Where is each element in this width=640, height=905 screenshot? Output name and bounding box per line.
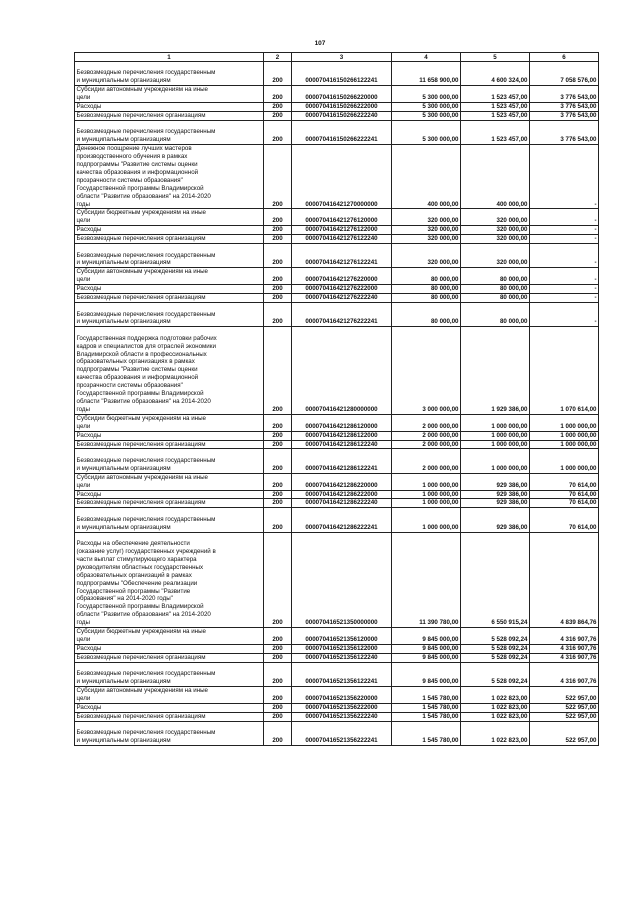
- row-remaining-amount: 3 776 543,00: [530, 120, 599, 144]
- row-executed-amount: 1 022 823,00: [461, 712, 530, 721]
- row-budget-code: 000070416421286120000: [292, 414, 392, 431]
- row-budget-code: 000070416421270000000: [292, 145, 392, 209]
- row-executed-amount: 929 386,00: [461, 508, 530, 532]
- row-remaining-amount: 4 316 907,76: [530, 628, 599, 645]
- row-approved-amount: 1 000 000,00: [392, 490, 461, 499]
- row-budget-code: 000070416421286222000: [292, 490, 392, 499]
- row-approved-amount: 2 000 000,00: [392, 431, 461, 440]
- row-remaining-amount: 7 058 576,00: [530, 62, 599, 86]
- row-executed-amount: 5 528 092,24: [461, 662, 530, 686]
- row-remaining-amount: -: [530, 285, 599, 294]
- row-code: 200: [264, 473, 292, 490]
- row-budget-code: 000070416150266122241: [292, 62, 392, 86]
- row-code: 200: [264, 449, 292, 473]
- row-description: Субсидии автономным учреждениям на иные цели: [75, 268, 264, 285]
- row-executed-amount: 320 000,00: [461, 209, 530, 226]
- row-approved-amount: 1 545 780,00: [392, 721, 461, 745]
- row-approved-amount: 320 000,00: [392, 244, 461, 268]
- row-description: Расходы: [75, 703, 264, 712]
- row-budget-code: 000070416421276222241: [292, 303, 392, 327]
- row-budget-code: 000070416421286220000: [292, 473, 392, 490]
- column-header-1: 1: [75, 53, 264, 62]
- row-remaining-amount: 3 776 543,00: [530, 86, 599, 103]
- row-budget-code: 000070416521350000000: [292, 532, 392, 627]
- row-description: Субсидии бюджетным учреждениям на иные цели: [75, 209, 264, 226]
- row-description: Субсидии автономным учреждениям на иные цели: [75, 473, 264, 490]
- row-approved-amount: 2 000 000,00: [392, 449, 461, 473]
- row-budget-code: 000070416421280000000: [292, 327, 392, 415]
- row-executed-amount: 1 523 457,00: [461, 112, 530, 121]
- row-executed-amount: 80 000,00: [461, 303, 530, 327]
- row-executed-amount: 320 000,00: [461, 235, 530, 244]
- column-header-2: 2: [264, 53, 292, 62]
- row-remaining-amount: 4 316 907,76: [530, 662, 599, 686]
- row-remaining-amount: 522 957,00: [530, 703, 599, 712]
- budget-table: [74, 52, 599, 746]
- row-code: 200: [264, 103, 292, 112]
- row-remaining-amount: 3 776 543,00: [530, 103, 599, 112]
- row-executed-amount: 6 550 915,24: [461, 532, 530, 627]
- column-header-3: 3: [292, 53, 392, 62]
- table-row: [75, 86, 599, 103]
- row-remaining-amount: 4 839 864,76: [530, 532, 599, 627]
- row-remaining-amount: -: [530, 235, 599, 244]
- table-row: [75, 62, 599, 86]
- row-code: 200: [264, 244, 292, 268]
- row-remaining-amount: 522 957,00: [530, 721, 599, 745]
- row-executed-amount: 929 386,00: [461, 490, 530, 499]
- row-approved-amount: 1 000 000,00: [392, 508, 461, 532]
- table-row: [75, 440, 599, 449]
- row-approved-amount: 400 000,00: [392, 145, 461, 209]
- row-remaining-amount: 1 000 000,00: [530, 449, 599, 473]
- row-code: 200: [264, 662, 292, 686]
- row-code: 200: [264, 62, 292, 86]
- table-row: [75, 103, 599, 112]
- row-code: 200: [264, 327, 292, 415]
- row-executed-amount: 929 386,00: [461, 499, 530, 508]
- row-description: Субсидии автономным учреждениям на иные цели: [75, 686, 264, 703]
- row-budget-code: 000070416421276220000: [292, 268, 392, 285]
- row-approved-amount: 5 300 000,00: [392, 86, 461, 103]
- row-budget-code: 000070416421286222241: [292, 508, 392, 532]
- row-budget-code: 000070416150266222000: [292, 103, 392, 112]
- row-approved-amount: 2 000 000,00: [392, 440, 461, 449]
- row-code: 200: [264, 120, 292, 144]
- row-budget-code: 000070416521356122000: [292, 644, 392, 653]
- row-code: 200: [264, 431, 292, 440]
- row-description: Расходы: [75, 431, 264, 440]
- row-code: 200: [264, 303, 292, 327]
- row-budget-code: 000070416521356222000: [292, 703, 392, 712]
- table-row: [75, 209, 599, 226]
- row-budget-code: 000070416421286222240: [292, 499, 392, 508]
- row-executed-amount: 400 000,00: [461, 145, 530, 209]
- row-code: 200: [264, 226, 292, 235]
- row-approved-amount: 1 000 000,00: [392, 499, 461, 508]
- row-description: Безвозмездные перечисления организациям: [75, 653, 264, 662]
- row-approved-amount: 1 000 000,00: [392, 473, 461, 490]
- table-row: [75, 449, 599, 473]
- row-code: 200: [264, 703, 292, 712]
- table-row: [75, 414, 599, 431]
- row-approved-amount: 1 545 780,00: [392, 703, 461, 712]
- row-approved-amount: 2 000 000,00: [392, 414, 461, 431]
- row-description: Расходы: [75, 103, 264, 112]
- row-executed-amount: 80 000,00: [461, 285, 530, 294]
- row-budget-code: 000070416421276222000: [292, 285, 392, 294]
- row-approved-amount: 80 000,00: [392, 294, 461, 303]
- row-remaining-amount: 1 000 000,00: [530, 440, 599, 449]
- table-row: [75, 499, 599, 508]
- table-row: [75, 244, 599, 268]
- row-budget-code: 000070416421276122000: [292, 226, 392, 235]
- row-executed-amount: 80 000,00: [461, 294, 530, 303]
- table-row: [75, 490, 599, 499]
- table-row: [75, 431, 599, 440]
- table-row: [75, 532, 599, 627]
- row-code: 200: [264, 86, 292, 103]
- row-executed-amount: 1 523 457,00: [461, 86, 530, 103]
- row-executed-amount: 1 929 386,00: [461, 327, 530, 415]
- table-row: [75, 268, 599, 285]
- table-row: [75, 662, 599, 686]
- header-row: [75, 53, 599, 62]
- table-row: [75, 686, 599, 703]
- row-code: 200: [264, 440, 292, 449]
- row-code: 200: [264, 712, 292, 721]
- row-approved-amount: 5 300 000,00: [392, 112, 461, 121]
- row-executed-amount: 1 022 823,00: [461, 703, 530, 712]
- row-code: 200: [264, 490, 292, 499]
- row-budget-code: 000070416421286122000: [292, 431, 392, 440]
- row-approved-amount: 320 000,00: [392, 226, 461, 235]
- row-approved-amount: 80 000,00: [392, 268, 461, 285]
- table-row: [75, 235, 599, 244]
- row-description: Безвозмездные перечисления организациям: [75, 294, 264, 303]
- row-approved-amount: 11 390 780,00: [392, 532, 461, 627]
- row-code: 200: [264, 285, 292, 294]
- row-budget-code: 000070416421286122241: [292, 449, 392, 473]
- row-description: Субсидии бюджетным учреждениям на иные цели: [75, 628, 264, 645]
- row-executed-amount: 929 386,00: [461, 473, 530, 490]
- row-remaining-amount: -: [530, 145, 599, 209]
- row-description: Расходы: [75, 285, 264, 294]
- row-budget-code: 000070416521356120000: [292, 628, 392, 645]
- row-code: 200: [264, 112, 292, 121]
- row-executed-amount: 5 528 092,24: [461, 653, 530, 662]
- row-remaining-amount: 3 776 543,00: [530, 112, 599, 121]
- row-description: Безвозмездные перечисления государственным и муниципальным организациям: [75, 721, 264, 745]
- table-row: [75, 112, 599, 121]
- row-description: Расходы: [75, 226, 264, 235]
- row-remaining-amount: -: [530, 294, 599, 303]
- row-budget-code: 000070416421286122240: [292, 440, 392, 449]
- row-budget-code: 000070416521356222240: [292, 712, 392, 721]
- row-approved-amount: 320 000,00: [392, 209, 461, 226]
- row-description: Безвозмездные перечисления государственным и муниципальным организациям: [75, 62, 264, 86]
- row-code: 200: [264, 145, 292, 209]
- row-code: 200: [264, 628, 292, 645]
- row-description: Безвозмездные перечисления организациям: [75, 499, 264, 508]
- row-approved-amount: 5 300 000,00: [392, 120, 461, 144]
- column-header-5: 5: [461, 53, 530, 62]
- row-code: 200: [264, 653, 292, 662]
- row-code: 200: [264, 532, 292, 627]
- row-description: Безвозмездные перечисления организациям: [75, 112, 264, 121]
- table-row: [75, 285, 599, 294]
- table-row: [75, 303, 599, 327]
- row-executed-amount: 1 000 000,00: [461, 431, 530, 440]
- table-row: [75, 653, 599, 662]
- row-remaining-amount: 4 316 907,76: [530, 644, 599, 653]
- row-code: 200: [264, 294, 292, 303]
- table-row: [75, 703, 599, 712]
- row-code: 200: [264, 268, 292, 285]
- row-code: 200: [264, 644, 292, 653]
- row-description: Безвозмездные перечисления государственным и муниципальным организациям: [75, 508, 264, 532]
- column-header-6: 6: [530, 53, 599, 62]
- table-row: [75, 145, 599, 209]
- row-description: Субсидии бюджетным учреждениям на иные цели: [75, 414, 264, 431]
- row-description: Расходы: [75, 644, 264, 653]
- row-executed-amount: 1 000 000,00: [461, 414, 530, 431]
- row-code: 200: [264, 508, 292, 532]
- table-row: [75, 644, 599, 653]
- row-executed-amount: 1 022 823,00: [461, 686, 530, 703]
- row-executed-amount: 320 000,00: [461, 226, 530, 235]
- row-description: Расходы на обеспечение деятельности (оказание услуг) государственных учреждений в части выплат стимулирующего характера руководителям областных государственных образовательных организаций в рамках подпрограммы "Обеспечение реализации Государственной программы "Развитие образования" на 2014-2020 годы" Государственной программы Владимирской области "Развитие образования" на 2014-2020 годы: [75, 532, 264, 627]
- row-approved-amount: 80 000,00: [392, 303, 461, 327]
- row-approved-amount: 80 000,00: [392, 285, 461, 294]
- row-remaining-amount: -: [530, 303, 599, 327]
- row-description: Государственная поддержка подготовки рабочих кадров и специалистов для отраслей экономики Владимирской области в профессиональных образовательных организациях в рамках подпрограммы "Развитие системы оценки качества образования и информационной прозрачности системы образования" Государственной программы Владимирской области "Развитие образования" на 2014-2020 годы: [75, 327, 264, 415]
- row-description: Безвозмездные перечисления государственным и муниципальным организациям: [75, 449, 264, 473]
- row-budget-code: 000070416521356220000: [292, 686, 392, 703]
- row-description: Безвозмездные перечисления организациям: [75, 440, 264, 449]
- row-executed-amount: 1 523 457,00: [461, 120, 530, 144]
- row-remaining-amount: 1 000 000,00: [530, 431, 599, 440]
- row-code: 200: [264, 209, 292, 226]
- row-description: Расходы: [75, 490, 264, 499]
- row-budget-code: 000070416150266220000: [292, 86, 392, 103]
- row-code: 200: [264, 686, 292, 703]
- row-executed-amount: 1 022 823,00: [461, 721, 530, 745]
- row-remaining-amount: 522 957,00: [530, 712, 599, 721]
- row-budget-code: 000070416421276120000: [292, 209, 392, 226]
- row-code: 200: [264, 499, 292, 508]
- row-description: Безвозмездные перечисления организациям: [75, 712, 264, 721]
- row-executed-amount: 5 528 092,24: [461, 644, 530, 653]
- row-approved-amount: 11 658 900,00: [392, 62, 461, 86]
- row-executed-amount: 5 528 092,24: [461, 628, 530, 645]
- row-executed-amount: 80 000,00: [461, 268, 530, 285]
- row-remaining-amount: -: [530, 226, 599, 235]
- table-row: [75, 226, 599, 235]
- row-approved-amount: 5 300 000,00: [392, 103, 461, 112]
- row-description: Субсидии автономным учреждениям на иные цели: [75, 86, 264, 103]
- row-remaining-amount: 4 316 907,76: [530, 653, 599, 662]
- table-row: [75, 508, 599, 532]
- row-budget-code: 000070416421276222240: [292, 294, 392, 303]
- row-approved-amount: 9 845 000,00: [392, 628, 461, 645]
- row-remaining-amount: 70 614,00: [530, 490, 599, 499]
- table-row: [75, 721, 599, 745]
- row-description: Безвозмездные перечисления государственным и муниципальным организациям: [75, 244, 264, 268]
- row-budget-code: 000070416150266222241: [292, 120, 392, 144]
- column-header-4: 4: [392, 53, 461, 62]
- table-row: [75, 120, 599, 144]
- table-row: [75, 628, 599, 645]
- row-remaining-amount: -: [530, 209, 599, 226]
- row-budget-code: 000070416521356122240: [292, 653, 392, 662]
- row-approved-amount: 320 000,00: [392, 235, 461, 244]
- row-remaining-amount: 1 070 614,00: [530, 327, 599, 415]
- row-code: 200: [264, 414, 292, 431]
- row-description: Денежное поощрение лучших мастеров производственного обучения в рамках подпрограммы "Развитие системы оценки качества образования и информационной прозрачности системы образования" Государственной программы Владимирской области "Развитие образования" на 2014-2020 годы: [75, 145, 264, 209]
- row-budget-code: 000070416421276122241: [292, 244, 392, 268]
- row-code: 200: [264, 721, 292, 745]
- row-budget-code: 000070416521356122241: [292, 662, 392, 686]
- row-executed-amount: 1 523 457,00: [461, 103, 530, 112]
- table-row: [75, 473, 599, 490]
- row-approved-amount: 3 000 000,00: [392, 327, 461, 415]
- row-remaining-amount: -: [530, 244, 599, 268]
- row-description: Безвозмездные перечисления организациям: [75, 235, 264, 244]
- row-remaining-amount: 70 614,00: [530, 508, 599, 532]
- row-executed-amount: 1 000 000,00: [461, 449, 530, 473]
- table-body: [75, 62, 599, 746]
- row-executed-amount: 4 600 324,00: [461, 62, 530, 86]
- row-remaining-amount: -: [530, 268, 599, 285]
- row-budget-code: 000070416521356222241: [292, 721, 392, 745]
- table-row: [75, 294, 599, 303]
- row-description: Безвозмездные перечисления государственным и муниципальным организациям: [75, 662, 264, 686]
- row-description: Безвозмездные перечисления государственным и муниципальным организациям: [75, 120, 264, 144]
- row-approved-amount: 9 845 000,00: [392, 653, 461, 662]
- row-remaining-amount: 70 614,00: [530, 473, 599, 490]
- row-executed-amount: 320 000,00: [461, 244, 530, 268]
- row-description: Безвозмездные перечисления государственным и муниципальным организациям: [75, 303, 264, 327]
- row-budget-code: 000070416150266222240: [292, 112, 392, 121]
- row-executed-amount: 1 000 000,00: [461, 440, 530, 449]
- row-budget-code: 000070416421276122240: [292, 235, 392, 244]
- row-remaining-amount: 70 614,00: [530, 499, 599, 508]
- page-number: 107: [314, 40, 326, 47]
- table-row: [75, 327, 599, 415]
- row-remaining-amount: 1 000 000,00: [530, 414, 599, 431]
- row-code: 200: [264, 235, 292, 244]
- row-approved-amount: 9 845 000,00: [392, 644, 461, 653]
- row-approved-amount: 1 545 780,00: [392, 712, 461, 721]
- row-remaining-amount: 522 957,00: [530, 686, 599, 703]
- row-approved-amount: 9 845 000,00: [392, 662, 461, 686]
- table-row: [75, 712, 599, 721]
- row-approved-amount: 1 545 780,00: [392, 686, 461, 703]
